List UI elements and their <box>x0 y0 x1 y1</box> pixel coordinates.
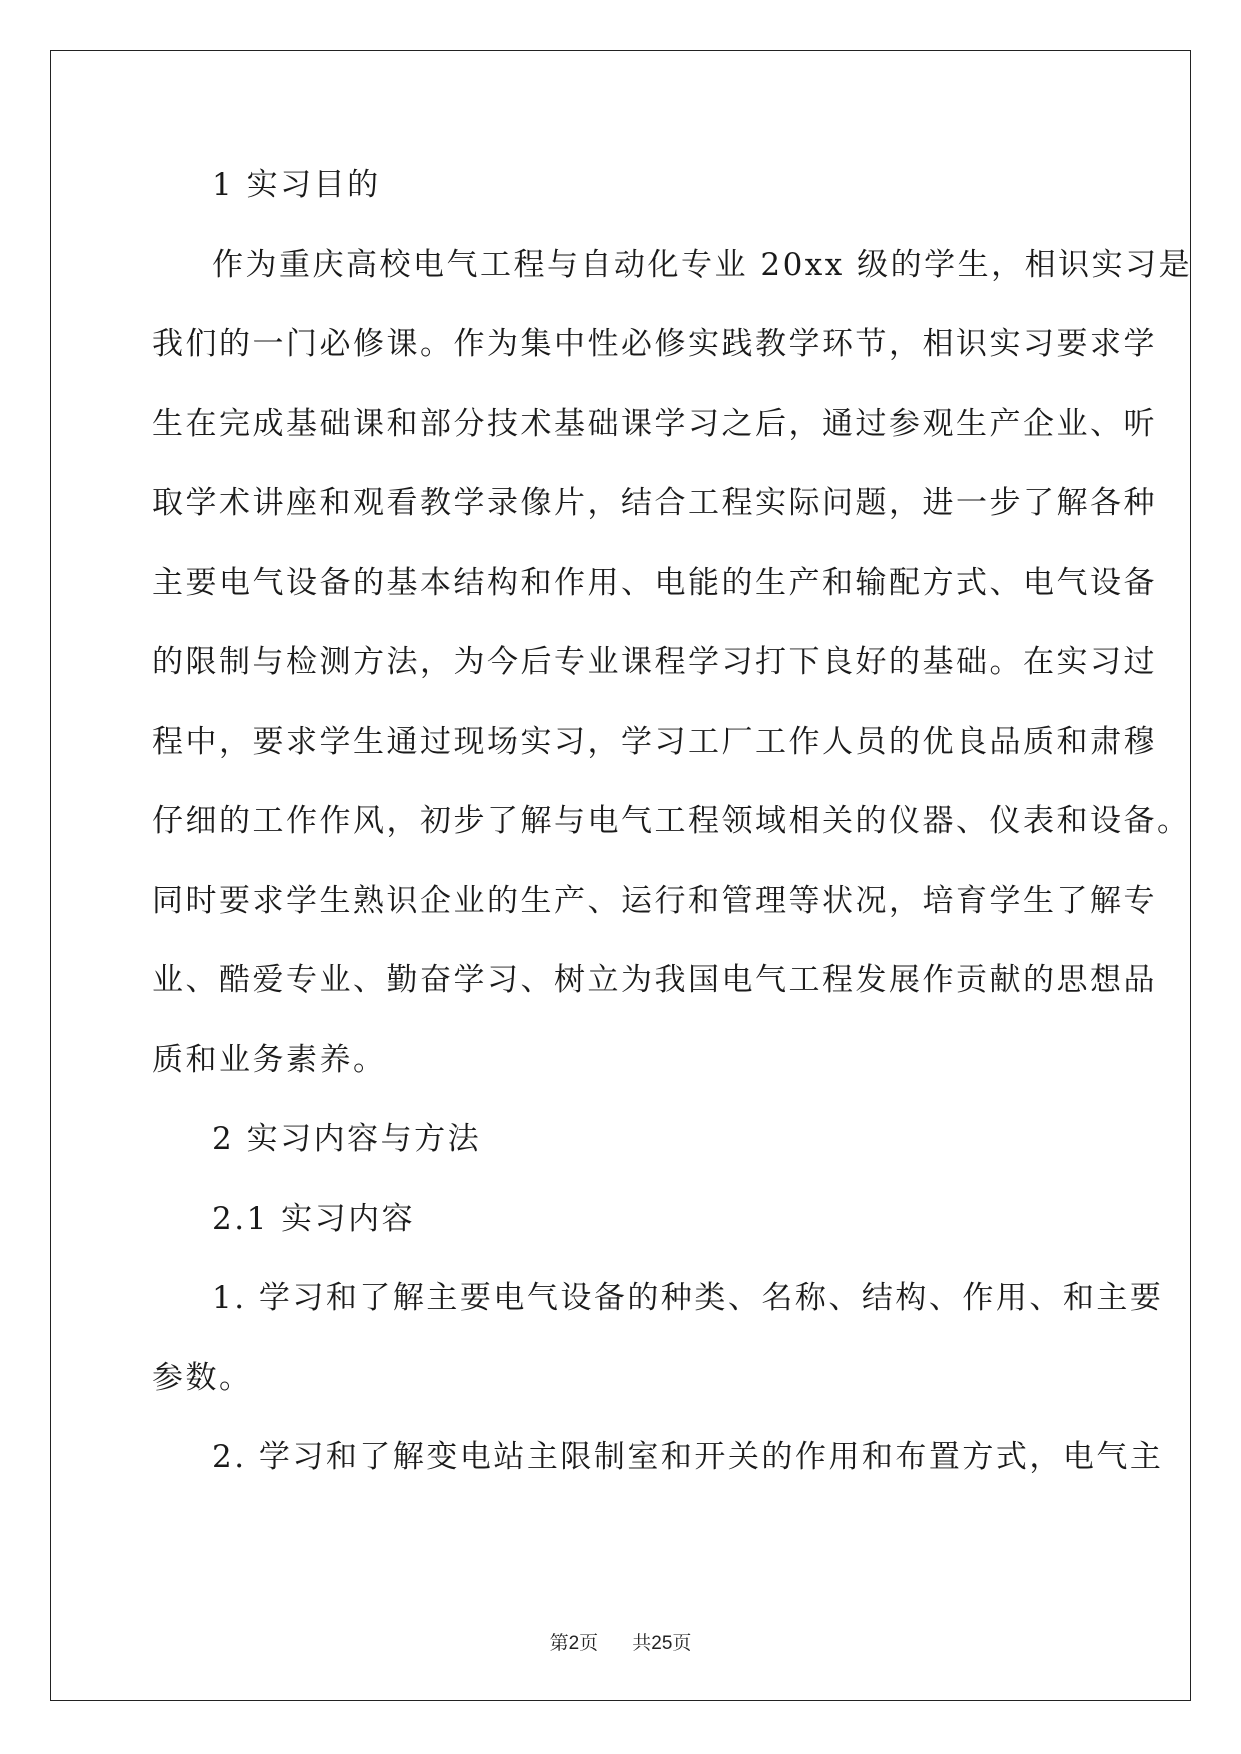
page-footer <box>0 1628 1241 1655</box>
paragraph-line: 质和业务素养。 <box>152 1041 387 1078</box>
page-number-total: 25 <box>651 1633 673 1654</box>
page-label-prefix: 第 <box>549 1632 569 1654</box>
paragraph-line: 我们的一门必修课。作为集中性必修实践教学环节，相识实习要求学 <box>152 326 1157 362</box>
section-heading-1: 1 实习目的 <box>212 167 381 203</box>
paragraph-line: 业、酷爱专业、勤奋学习、树立为我国电气工程发展作贡献的思想品 <box>152 962 1157 998</box>
document-body <box>152 160 1193 1512</box>
page-label-suffix: 页 <box>579 1632 599 1654</box>
total-label-prefix: 共 <box>632 1632 652 1654</box>
paragraph-line: 程中，要求学生通过现场实习，学习工厂工作人员的优良品质和肃穆 <box>152 723 1157 760</box>
paragraph-line: 作为重庆高校电气工程与自动化专业 20xx 级的学生，相识实习是 <box>212 246 1193 283</box>
paragraph-line: 仔细的工作作风，初步了解与电气工程领域相关的仪器、仪表和设备。 <box>152 803 1191 839</box>
paragraph-line: 主要电气设备的基本结构和作用、电能的生产和输配方式、电气设备 <box>152 564 1157 601</box>
list-item-1-continued: 参数。 <box>152 1359 253 1396</box>
page-number-current: 2 <box>568 1633 580 1654</box>
paragraph-line: 取学术讲座和观看教学录像片，结合工程实际问题，进一步了解各种 <box>152 485 1157 521</box>
total-label-suffix: 页 <box>672 1632 692 1654</box>
list-item-2: 2. 学习和了解变电站主限制室和开关的作用和布置方式，电气主 <box>212 1439 1164 1475</box>
subsection-heading-2-1: 2.1 实习内容 <box>212 1200 416 1237</box>
paragraph-line: 的限制与检测方法，为今后专业课程学习打下良好的基础。在实习过 <box>152 644 1157 680</box>
list-item-1: 1. 学习和了解主要电气设备的种类、名称、结构、作用、和主要 <box>212 1280 1164 1316</box>
paragraph-line: 同时要求学生熟识企业的生产、运行和管理等状况，培育学生了解专 <box>152 882 1157 919</box>
paragraph-line: 生在完成基础课和部分技术基础课学习之后，通过参观生产企业、听 <box>152 405 1157 442</box>
section-heading-2: 2 实习内容与方法 <box>212 1121 482 1157</box>
